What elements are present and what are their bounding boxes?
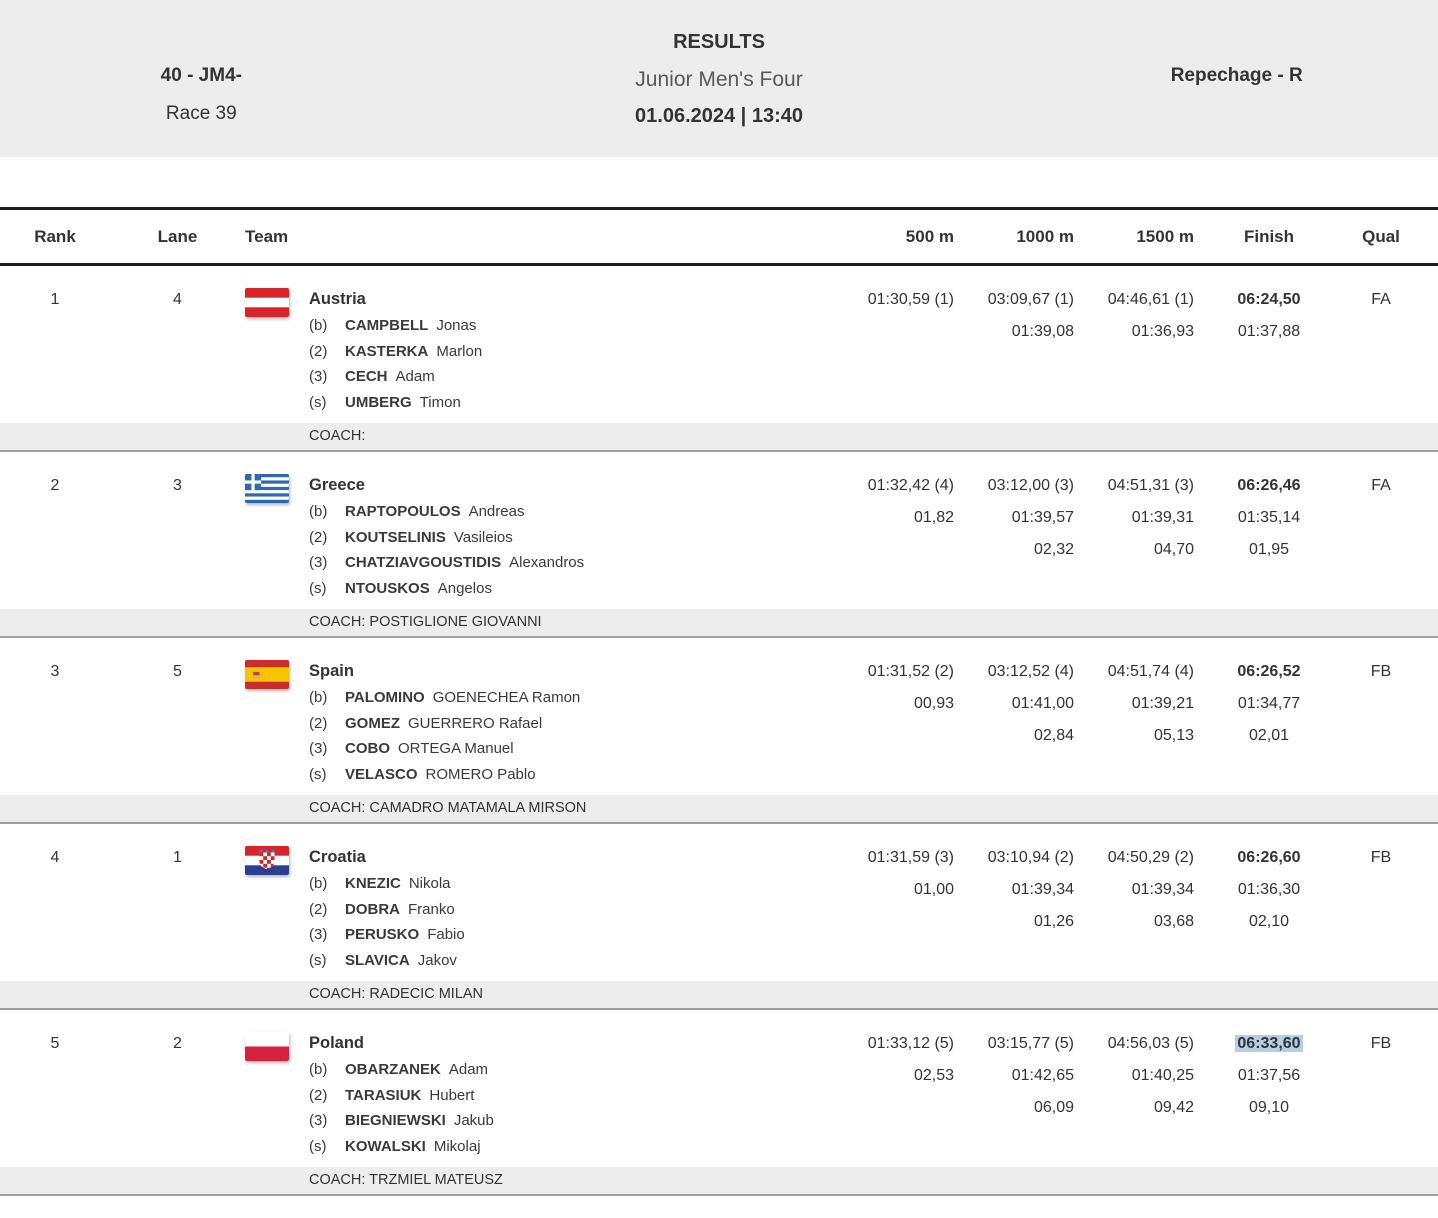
split-m500 — [834, 658, 960, 787]
crew-givenname: GOENECHEA Ramon — [432, 689, 581, 706]
qual-value: FA — [1371, 291, 1391, 308]
crew-givenname: Vasileios — [453, 528, 513, 546]
crew-seat: (s) — [309, 1137, 327, 1155]
crew-givenname: Jonas — [436, 317, 477, 334]
split-m500-line2: 01,00 — [913, 881, 954, 898]
crew-givenname: Nikola — [408, 875, 451, 892]
finish-line3: 02,10 — [1248, 913, 1290, 930]
lane-value: 3 — [173, 477, 182, 494]
coach-row: COACH: POSTIGLIONE GIOVANNI — [0, 609, 1438, 638]
split-m1000-line3: 01,26 — [1033, 913, 1074, 930]
crew-member — [309, 364, 834, 390]
crew-surname: RAPTOPOULOS — [345, 503, 461, 520]
split-m1000 — [960, 286, 1080, 415]
page-header — [0, 0, 1438, 157]
crew-member — [309, 922, 834, 948]
split-m1500-line2: 01:39,34 — [1131, 881, 1194, 898]
split-m500 — [834, 844, 960, 973]
lane-value: 5 — [173, 663, 182, 680]
qual-value: FB — [1370, 663, 1392, 680]
crew-surname: GOMEZ — [345, 714, 400, 732]
crew-surname: VELASCO — [345, 765, 418, 783]
finish-time: 06:26,52 — [1237, 663, 1301, 680]
crew-member — [309, 736, 834, 762]
split-m1000-line2: 01:41,00 — [1011, 695, 1074, 712]
split-m1500-line3 — [1080, 350, 1194, 377]
finish-line3: 09,10 — [1248, 1099, 1290, 1116]
crew-surname: COBO — [345, 740, 390, 757]
split-m1000 — [960, 1030, 1080, 1159]
split-m1500-line1: 04:50,29 (2) — [1107, 849, 1194, 866]
split-m1000-line3: 02,32 — [1033, 541, 1074, 558]
split-m1000 — [960, 844, 1080, 973]
finish-cell — [1200, 658, 1338, 787]
crew-givenname: Timon — [419, 393, 461, 411]
split-m1000 — [960, 472, 1080, 601]
team-name: Spain — [309, 662, 354, 680]
col-header-1500m: 1500 m — [1136, 226, 1194, 246]
page-title: RESULTS — [673, 31, 765, 53]
crew-surname: CAMPBELL — [345, 317, 429, 334]
finish-line2: 01:37,56 — [1237, 1067, 1301, 1084]
crew-member — [309, 525, 834, 551]
crew-surname: PERUSKO — [345, 926, 420, 943]
finish-time: 06:24,50 — [1237, 291, 1301, 308]
crew-member — [309, 897, 834, 923]
split-m1500 — [1080, 472, 1200, 601]
split-m1000 — [960, 658, 1080, 787]
team-name: Greece — [309, 476, 365, 494]
crew-member — [309, 1057, 834, 1083]
crew-surname: OBARZANEK — [345, 1061, 441, 1078]
split-m1000-line2: 01:39,34 — [1011, 881, 1074, 898]
result-row — [0, 452, 1438, 638]
split-m1500-line3: 09,42 — [1153, 1099, 1194, 1116]
crew-givenname: Adam — [448, 1061, 489, 1078]
split-m1500-line2: 01:39,21 — [1131, 695, 1194, 712]
coach-row: COACH: CAMADRO MATAMALA MIRSON — [0, 795, 1438, 824]
crew-seat: (b) — [309, 503, 328, 520]
split-m500-line1: 01:31,59 (3) — [867, 849, 954, 866]
finish-cell — [1200, 472, 1338, 601]
team-name: Croatia — [309, 848, 366, 866]
team-cell — [309, 844, 834, 973]
qual-value: FB — [1370, 1035, 1392, 1052]
finish-line3: 01,95 — [1248, 541, 1290, 558]
crew-member — [309, 948, 834, 974]
split-m500-line1: 01:30,59 (1) — [867, 291, 954, 308]
crew-seat: (2) — [309, 714, 328, 732]
split-m1000-line1: 03:15,77 (5) — [987, 1035, 1074, 1052]
crew-givenname: Alexandros — [509, 554, 585, 571]
crew-seat: (3) — [309, 926, 328, 943]
crew-surname: UMBERG — [345, 393, 412, 411]
crew-seat: (s) — [309, 393, 327, 411]
crew-givenname: Franko — [408, 900, 455, 918]
rank-value: 1 — [50, 291, 60, 308]
event-name: Junior Men's Four — [635, 68, 803, 91]
coach-row: COACH: — [0, 423, 1438, 452]
rank-value: 2 — [50, 477, 60, 494]
finish-time: 06:33,60 — [1237, 1035, 1301, 1052]
race-datetime: 01.06.2024 | 13:40 — [635, 105, 803, 127]
crew-surname: CHATZIAVGOUSTIDIS — [345, 554, 502, 571]
finish-cell — [1200, 844, 1338, 973]
finish-line1 — [1200, 1030, 1338, 1057]
col-header-team: Team — [245, 226, 289, 246]
split-m1500 — [1080, 658, 1200, 787]
finish-line1 — [1200, 658, 1338, 685]
qual-value: FB — [1370, 849, 1392, 866]
crew-surname: KNEZIC — [345, 875, 401, 892]
crew-member — [309, 499, 834, 525]
flag-spain-icon — [245, 658, 309, 787]
finish-line2: 01:34,77 — [1237, 695, 1301, 712]
rank-value: 3 — [50, 663, 60, 680]
crew-surname: CECH — [345, 368, 388, 385]
crew-seat: (s) — [309, 765, 327, 783]
crew-givenname: GUERRERO Rafael — [408, 714, 543, 732]
split-m1500-line2: 01:36,93 — [1131, 323, 1194, 340]
finish-line3: 02,01 — [1248, 727, 1290, 744]
phase-block — [1035, 0, 1438, 157]
split-m1000-line1: 03:12,00 (3) — [987, 477, 1074, 494]
crew-member — [309, 390, 834, 416]
crew-member — [309, 711, 834, 737]
col-header-1000m: 1000 m — [1016, 226, 1074, 246]
split-m1000-line1: 03:09,67 (1) — [987, 291, 1074, 308]
title-block — [403, 0, 1036, 157]
split-m500-line3 — [834, 1094, 954, 1121]
phase-label: Repechage - R — [1170, 65, 1303, 86]
split-m1500 — [1080, 1030, 1200, 1159]
crew-member — [309, 1134, 834, 1160]
crew-seat: (3) — [309, 368, 328, 385]
finish-line1 — [1200, 286, 1338, 313]
crew-seat: (2) — [309, 1086, 328, 1104]
result-row — [0, 638, 1438, 824]
crew-seat: (3) — [309, 554, 328, 571]
crew-givenname: Mikolaj — [433, 1137, 481, 1155]
table-header — [0, 207, 1438, 266]
split-m500-line1: 01:33,12 (5) — [867, 1035, 954, 1052]
finish-line2: 01:36,30 — [1237, 881, 1301, 898]
crew-member — [309, 1108, 834, 1134]
finish-line1 — [1200, 844, 1338, 871]
finish-line2: 01:37,88 — [1237, 323, 1301, 340]
coach-row: COACH: RADECIC MILAN — [0, 981, 1438, 1010]
split-m1500-line1: 04:51,74 (4) — [1107, 663, 1194, 680]
finish-time: 06:26,46 — [1237, 477, 1301, 494]
crew-givenname: Marlon — [436, 342, 483, 360]
flag-poland-icon — [245, 1030, 309, 1159]
split-m1000-line1: 03:10,94 (2) — [987, 849, 1074, 866]
split-m500-line3 — [834, 350, 954, 377]
crew-givenname: Angelos — [437, 579, 492, 597]
crew-seat: (3) — [309, 1112, 328, 1129]
col-header-finish: Finish — [1243, 226, 1295, 246]
col-header-lane: Lane — [157, 226, 198, 246]
crew-surname: SLAVICA — [345, 951, 410, 969]
result-row — [0, 824, 1438, 1010]
crew-member — [309, 762, 834, 788]
split-m500-line3 — [834, 536, 954, 563]
split-m500-line1: 01:31,52 (2) — [867, 663, 954, 680]
split-m1500-line3: 05,13 — [1153, 727, 1194, 744]
flag-croatia-icon — [245, 844, 309, 973]
split-m500 — [834, 286, 960, 415]
finish-time: 06:26,60 — [1237, 849, 1301, 866]
split-m1500 — [1080, 844, 1200, 973]
split-m1500-line1: 04:51,31 (3) — [1107, 477, 1194, 494]
crew-surname: TARASIUK — [345, 1086, 422, 1104]
crew-seat: (3) — [309, 740, 328, 757]
crew-surname: KOWALSKI — [345, 1137, 426, 1155]
finish-line1 — [1200, 472, 1338, 499]
lane-value: 1 — [173, 849, 182, 866]
split-m1000-line3: 06,09 — [1033, 1099, 1074, 1116]
crew-surname: PALOMINO — [345, 689, 425, 706]
team-cell — [309, 286, 834, 415]
finish-cell — [1200, 286, 1338, 415]
crew-seat: (s) — [309, 579, 327, 597]
crew-seat: (b) — [309, 317, 328, 334]
crew-givenname: ROMERO Pablo — [425, 765, 536, 783]
crew-surname: NTOUSKOS — [345, 579, 430, 597]
split-m1000-line2: 01:39,08 — [1011, 323, 1074, 340]
crew-member — [309, 1083, 834, 1109]
split-m1500-line3: 03,68 — [1153, 913, 1194, 930]
rank-value: 5 — [50, 1035, 60, 1052]
col-header-500m: 500 m — [905, 226, 954, 246]
crew-surname: DOBRA — [345, 900, 400, 918]
flag-austria-icon — [245, 286, 309, 415]
finish-line3 — [1200, 350, 1338, 377]
crew-seat: (2) — [309, 528, 328, 546]
split-m1000-line2: 01:42,65 — [1011, 1067, 1074, 1084]
crew-surname: KASTERKA — [345, 342, 429, 360]
crew-member — [309, 550, 834, 576]
split-m500-line3 — [834, 722, 954, 749]
crew-seat: (2) — [309, 342, 328, 360]
split-m500-line2: 02,53 — [913, 1067, 954, 1084]
crew-givenname: ORTEGA Manuel — [398, 740, 514, 757]
crew-givenname: Jakub — [453, 1112, 494, 1129]
crew-surname: KOUTSELINIS — [345, 528, 446, 546]
split-m1000-line2: 01:39,57 — [1011, 509, 1074, 526]
result-row — [0, 266, 1438, 452]
split-m1000-line3: 02,84 — [1033, 727, 1074, 744]
coach-row: COACH: TRZMIEL MATEUSZ — [0, 1167, 1438, 1196]
team-cell — [309, 658, 834, 787]
crew-member — [309, 685, 834, 711]
split-m1500-line1: 04:46,61 (1) — [1107, 291, 1194, 308]
split-m500-line3 — [834, 908, 954, 935]
col-header-rank: Rank — [34, 226, 76, 246]
split-m500 — [834, 1030, 960, 1159]
lane-value: 2 — [173, 1035, 182, 1052]
crew-surname: BIEGNIEWSKI — [345, 1112, 446, 1129]
split-m1500-line1: 04:56,03 (5) — [1107, 1035, 1194, 1052]
split-m1500 — [1080, 286, 1200, 415]
rank-value: 4 — [50, 849, 60, 866]
race-info-block — [0, 0, 403, 157]
crew-seat: (b) — [309, 1061, 328, 1078]
crew-member — [309, 339, 834, 365]
result-row — [0, 1010, 1438, 1196]
split-m500-line2: 00,93 — [913, 695, 954, 712]
crew-seat: (2) — [309, 900, 328, 918]
event-code: 40 - JM4- — [160, 65, 242, 86]
split-m500-line1: 01:32,42 (4) — [867, 477, 954, 494]
split-m500-line2 — [834, 318, 954, 345]
team-cell — [309, 472, 834, 601]
split-m500-line2: 01,82 — [913, 509, 954, 526]
crew-givenname: Andreas — [468, 503, 525, 520]
finish-cell — [1200, 1030, 1338, 1159]
split-m1500-line2: 01:40,25 — [1131, 1067, 1194, 1084]
crew-givenname: Fabio — [427, 926, 465, 943]
results-table-body — [0, 266, 1438, 1196]
split-m500 — [834, 472, 960, 601]
col-header-qual: Qual — [1362, 226, 1400, 246]
crew-member — [309, 871, 834, 897]
crew-givenname: Hubert — [429, 1086, 475, 1104]
split-m1500-line2: 01:39,31 — [1131, 509, 1194, 526]
crew-givenname: Adam — [395, 368, 435, 385]
crew-seat: (b) — [309, 875, 328, 892]
finish-line2: 01:35,14 — [1237, 509, 1301, 526]
crew-member — [309, 313, 834, 339]
crew-seat: (b) — [309, 689, 328, 706]
crew-member — [309, 576, 834, 602]
crew-givenname: Jakov — [417, 951, 457, 969]
team-name: Austria — [309, 290, 366, 308]
lane-value: 4 — [173, 291, 182, 308]
split-m1000-line3 — [960, 350, 1074, 377]
team-name: Poland — [309, 1034, 365, 1052]
crew-seat: (s) — [309, 951, 327, 969]
split-m1500-line3: 04,70 — [1153, 541, 1194, 558]
split-m1000-line1: 03:12,52 (4) — [987, 663, 1074, 680]
flag-greece-icon — [245, 472, 309, 601]
team-cell — [309, 1030, 834, 1159]
qual-value: FA — [1371, 477, 1391, 494]
race-number: Race 39 — [165, 103, 237, 124]
